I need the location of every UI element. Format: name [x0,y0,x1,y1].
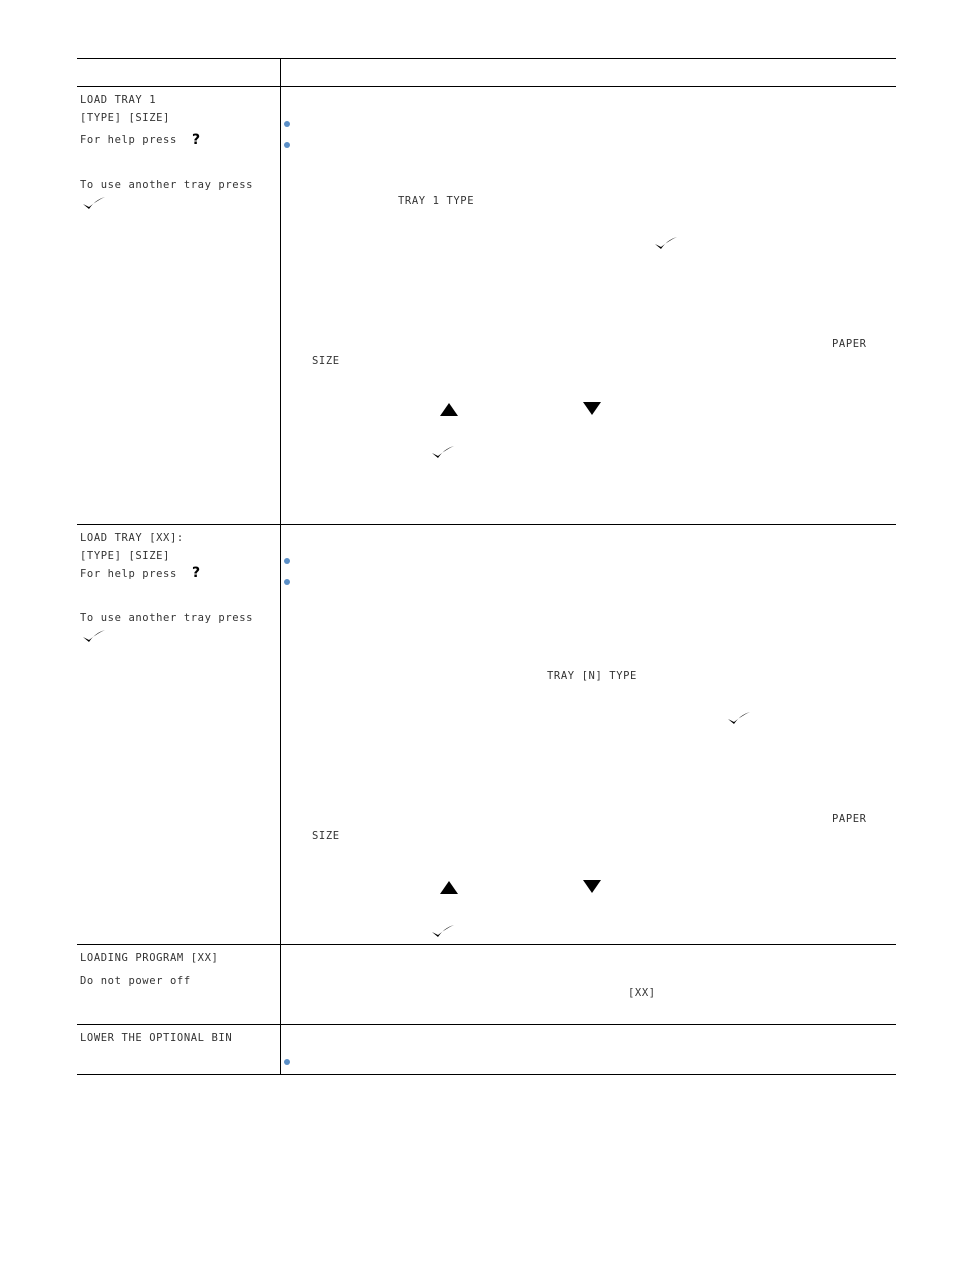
row-divider [77,944,896,945]
bullet-icon [284,558,290,564]
inline-term: SIZE [312,355,340,367]
checkmark-icon [82,630,106,644]
bullet-icon [284,1059,290,1065]
table-bottom-rule [77,1074,896,1075]
question-mark-icon: ? [192,132,201,148]
bullet-icon [284,579,290,585]
inline-term: TRAY [N] TYPE [547,670,637,682]
help-text: For help press [80,568,177,580]
row-divider [77,1024,896,1025]
up-arrow-icon [440,403,458,416]
up-arrow-icon [440,881,458,894]
inline-term: [XX] [628,987,656,999]
inline-term: SIZE [312,830,340,842]
table-top-rule [77,58,896,59]
inline-term: PAPER [832,813,867,825]
help-text: For help press [80,134,177,146]
checkmark-icon [654,237,678,251]
message-line-1: LOWER THE OPTIONAL BIN [80,1032,233,1044]
checkmark-icon [431,925,455,939]
other-tray-text: To use another tray press [80,179,254,191]
message-line-2: [TYPE] [SIZE] [80,550,170,562]
checkmark-icon [431,446,455,460]
checkmark-icon [727,712,751,726]
question-mark-icon: ? [192,565,201,581]
bullet-icon [284,142,290,148]
checkmark-icon [82,197,106,211]
message-line-1: LOAD TRAY 1 [80,94,157,106]
message-line-2: Do not power off [80,975,191,987]
bullet-icon [284,121,290,127]
down-arrow-icon [583,402,601,415]
inline-term: TRAY 1 TYPE [398,195,475,207]
message-line-1: LOAD TRAY [XX]: [80,532,184,544]
row-divider [77,524,896,525]
message-line-2: [TYPE] [SIZE] [80,112,170,124]
column-divider [280,58,281,1075]
message-line-1: LOADING PROGRAM [XX] [80,952,219,964]
down-arrow-icon [583,880,601,893]
header-rule [77,86,896,87]
other-tray-text: To use another tray press [80,612,254,624]
inline-term: PAPER [832,338,867,350]
